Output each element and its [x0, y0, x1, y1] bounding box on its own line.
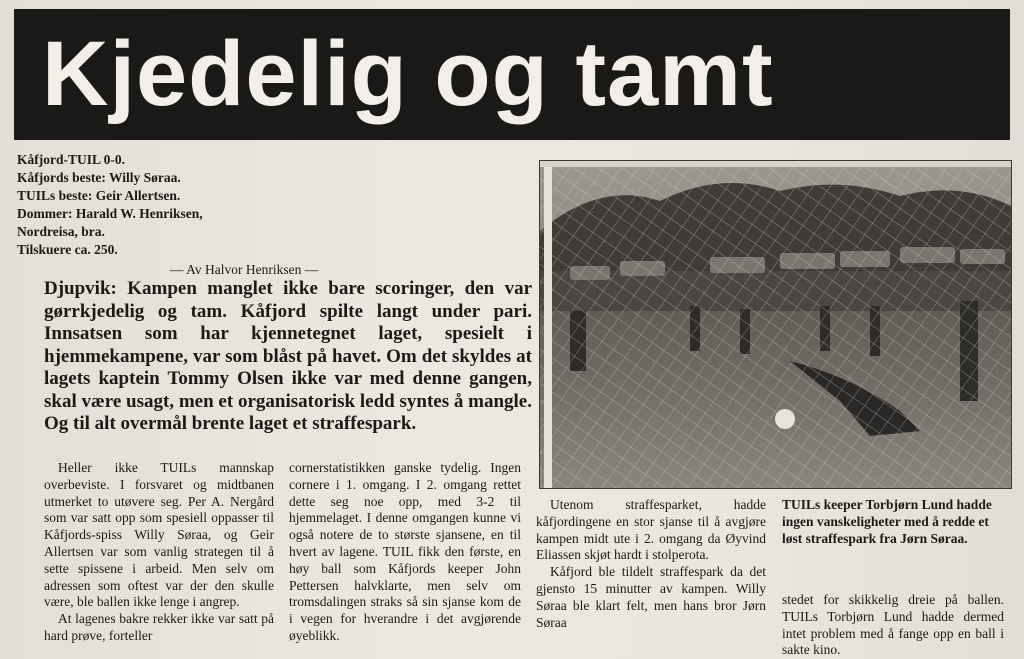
- lead-paragraph: Djupvik: Kampen manglet ikke bare scoringer, den var gørrkjedelig og tam. Kåfjord spilte langt under pari. Innsatsen som har kjennetegnet laget, spesielt i hjemmekampene, var som blåst på havet. Om det skyldes at lagets kaptein Tommy Olsen ikke var med denne gangen, skal være usagt, men et organisatorisk ledd syntes å mangle. Og til alt overmål brente laget et straffespark.: [44, 278, 532, 434]
- column-3-paragraph-1: Utenom straffesparket, hadde kåfjordingene en stor sjanse til å avgjøre kampen midt ute i 2. omgang da Øyvind Eliassen skjøt hardt i stolperota.: [536, 497, 766, 563]
- fact-referee: Dommer: Harald W. Henriksen,: [17, 206, 203, 221]
- fact-best-away: TUILs beste: Geir Allertsen.: [17, 188, 181, 203]
- column-2: [289, 460, 521, 645]
- column-1-paragraph-1: Heller ikke TUILs mannskap overbeviste. I forsvaret og midtbanen utmerket to utøvere seg. Per A. Nergård som var satt opp som spesiell oppasser til Kåfjords-spiss Willy Søraa, og Geir Allertsen var som vanlig strategen til å sette spissene i arbeid. Men selv om adressen som oftest var der den skulle være, ble ballen ikke lenge i angrep.: [44, 460, 274, 610]
- fact-referee-cont: Nordreisa, bra.: [17, 224, 105, 239]
- column-1-paragraph-2: At lagenes bakre rekker ikke var satt på hard prøve, forteller: [44, 611, 274, 643]
- fact-best-home: Kåfjords beste: Willy Søraa.: [17, 170, 181, 185]
- fact-result: Kåfjord-TUIL 0-0.: [17, 152, 125, 167]
- column-3-paragraph-2: Kåfjord ble tildelt straffespark da det gjensto 15 minutter av kampen. Willy Søraa ble klart felt, men hans bror Jørn Søraa: [536, 564, 766, 630]
- headline: Kjedelig og tamt: [42, 23, 774, 125]
- photo-caption: TUILs keeper Torbjørn Lund hadde ingen vanskeligheter med å redde et løst straffespark fra Jørn Søraa.: [782, 497, 992, 546]
- column-4: [782, 592, 1004, 659]
- match-facts: [17, 151, 267, 259]
- column-1: [44, 460, 274, 645]
- match-photo: [539, 160, 1012, 489]
- fact-spectators: Tilskuere ca. 250.: [17, 242, 118, 257]
- column-3: [536, 497, 766, 631]
- column-4-paragraph: stedet for skikkelig dreie på ballen. TUILs Torbjørn Lund hadde dermed intet problem med å fange opp en ball i sakte kino.: [782, 592, 1004, 658]
- goal-net-photo-illustration: [540, 161, 1011, 488]
- byline: — Av Halvor Henriksen —: [170, 262, 319, 277]
- headline-banner: [14, 9, 1010, 140]
- column-2-paragraph: cornerstatistikken ganske tydelig. Ingen cornere i 1. omgang. I 2. omgang rettet dette seg noe opp, med 3-2 til hjemmelaget. I denne omgangen kunne vi også notere de to største sjansene, en til hvert av lagene. TUIL fikk den første, en høy ball som Kåfjords keeper John Pettersen halvklarte, men selv om tromsdalingen straks så sin sjanse kom de i vegen for hverandre i det avgjørende øyeblikk.: [289, 460, 521, 643]
